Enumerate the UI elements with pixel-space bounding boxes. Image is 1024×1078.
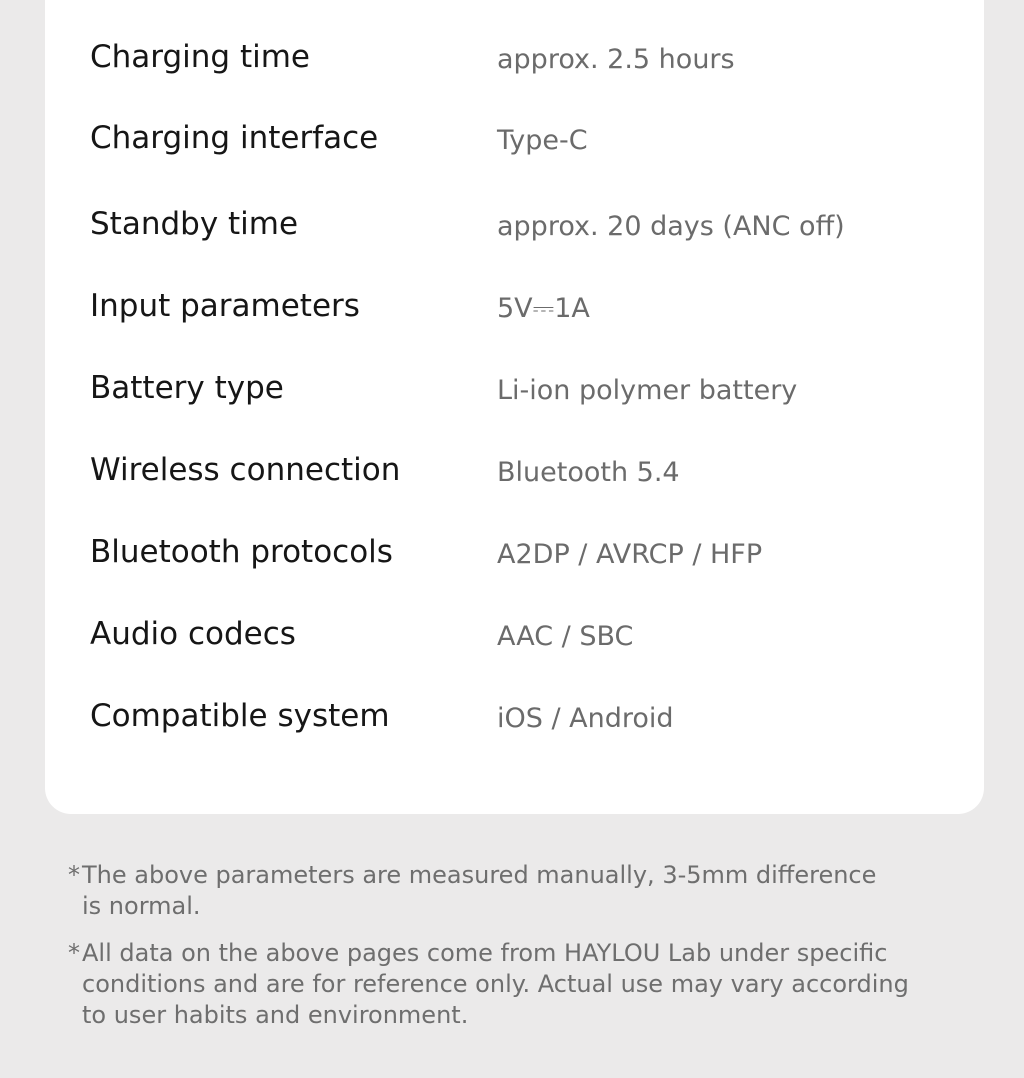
spec-value: Bluetooth 5.4 bbox=[497, 457, 680, 488]
spec-label: Battery type bbox=[90, 370, 284, 406]
spec-row-standby-time bbox=[90, 204, 970, 254]
footnote-line: to user habits and environment. bbox=[82, 1001, 469, 1029]
footnote-data-source bbox=[68, 938, 948, 1031]
spec-value: 5V⎓1A bbox=[497, 293, 590, 324]
footnote-line: All data on the above pages come from HAYLOU Lab under specific bbox=[82, 939, 888, 967]
spec-row-bluetooth-protocols bbox=[90, 532, 970, 582]
spec-value: AAC / SBC bbox=[497, 621, 634, 652]
spec-label: Bluetooth protocols bbox=[90, 534, 393, 570]
spec-row-input-parameters bbox=[90, 286, 970, 336]
spec-row-wireless-connection bbox=[90, 450, 970, 500]
footnote-line: conditions and are for reference only. Actual use may vary according bbox=[82, 970, 909, 998]
footnotes bbox=[68, 860, 948, 1047]
spec-value: approx. 20 days (ANC off) bbox=[497, 211, 845, 242]
spec-value: Li-ion polymer battery bbox=[497, 375, 798, 406]
spec-label: Charging time bbox=[90, 39, 310, 75]
spec-row-compatible-system bbox=[90, 696, 970, 746]
footnote-text bbox=[82, 860, 948, 922]
footnote-line: The above parameters are measured manually, 3-5mm difference bbox=[82, 861, 877, 889]
spec-value: Type-C bbox=[497, 125, 588, 156]
spec-row-charging-interface bbox=[90, 118, 970, 168]
spec-label: Compatible system bbox=[90, 698, 390, 734]
spec-label: Standby time bbox=[90, 206, 299, 242]
footnote-line: is normal. bbox=[82, 892, 201, 920]
spec-row-charging-time bbox=[90, 37, 970, 87]
spec-label: Wireless connection bbox=[90, 452, 401, 488]
spec-label: Audio codecs bbox=[90, 616, 296, 652]
spec-label: Charging interface bbox=[90, 120, 379, 156]
footnote-measurement bbox=[68, 860, 948, 922]
footnote-asterisk: * bbox=[68, 861, 80, 889]
spec-value: iOS / Android bbox=[497, 703, 674, 734]
footnote-text bbox=[82, 938, 948, 1031]
spec-row-audio-codecs bbox=[90, 614, 970, 664]
spec-value: approx. 2.5 hours bbox=[497, 44, 735, 75]
spec-row-battery-type bbox=[90, 368, 970, 418]
spec-label: Input parameters bbox=[90, 288, 360, 324]
footnote-asterisk: * bbox=[68, 939, 80, 967]
spec-value: A2DP / AVRCP / HFP bbox=[497, 539, 763, 570]
